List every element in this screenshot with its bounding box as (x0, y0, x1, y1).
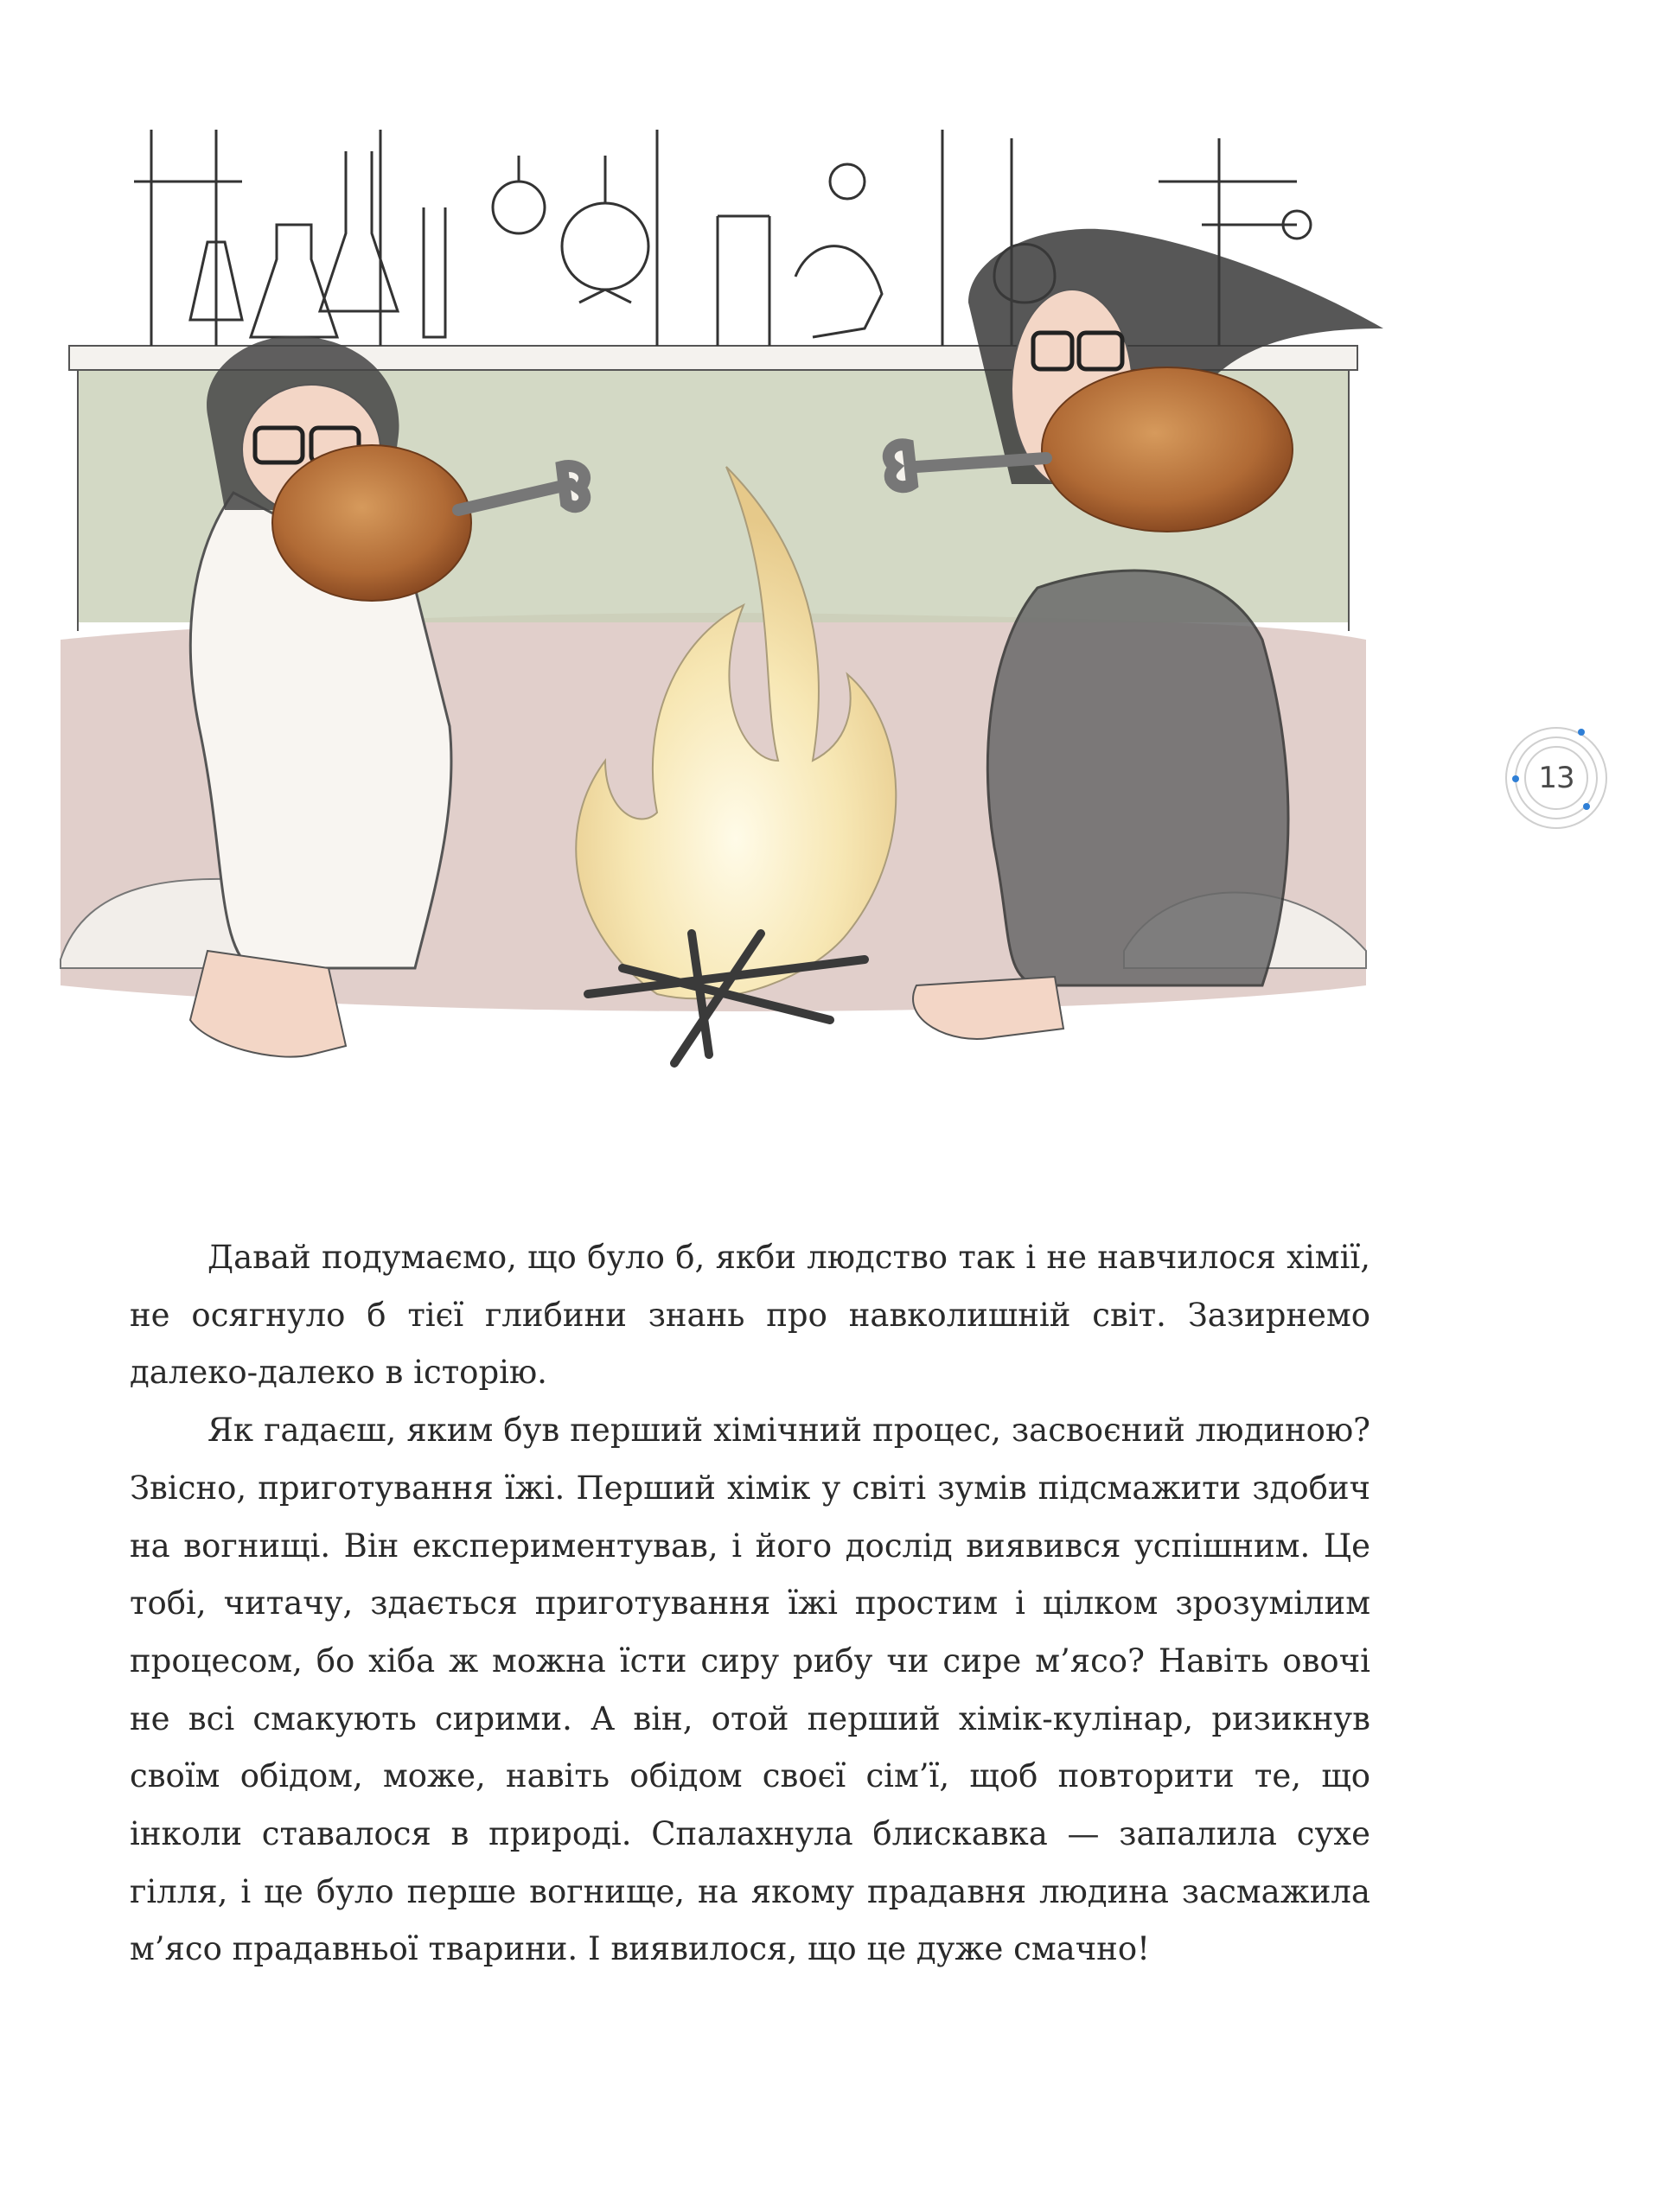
page-number-text: 13 (1538, 761, 1574, 795)
paragraph: Як гадаєш, яким був перший хімічний процес, засвоєний людиною? Звісно, приготування їжі. Перший хімік у світі зумів підсмажити здобич на вогнищі. Він експериментував, і його дослід виявився успішним. Це тобі, читачу, здається приготування їжі простим і цілком зрозумілим процесом, бо хіба ж можна їсти сиру рибу чи сире м’ясо? Навіть овочі не всі смакують сирими. А він, отой перший хімік-кулінар, ризикнув своїм обідом, може, навіть обідом своєї сім’ї, щоб повторити те, що інколи ставалося в природі. Спалахнула блискавка — запалила сухе гілля, і це було перше вогнище, на якому прадавня людина засмажила м’ясо прадавньої тварини. І виявилося, що це дуже смачно! (130, 1412, 1370, 1968)
page-number (1500, 722, 1612, 834)
body-text (130, 1229, 1370, 1979)
paragraph: Давай подумаємо, що було б, якби людство так і не навчилося хімії, не осягнуло б тієї глибини знань про навколишній світ. Зазирнемо далеко-далеко в історію. (130, 1239, 1370, 1392)
illustration (52, 104, 1383, 1141)
meat-drumstick-left (272, 445, 471, 601)
meat-drumstick-right (1042, 367, 1293, 532)
